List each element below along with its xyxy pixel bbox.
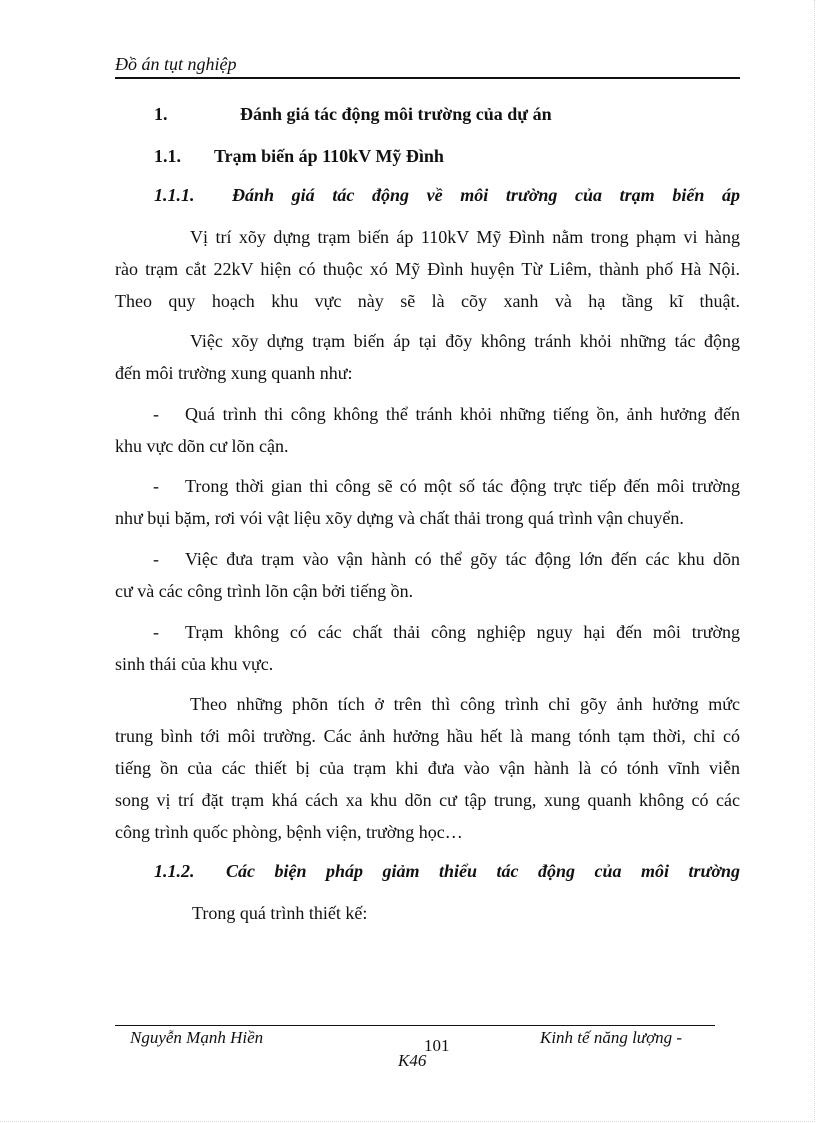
bullet-4-line-1: Trạm không có các chất thải công nghiệp nguy hại đến môi trường	[185, 622, 740, 642]
bullet-2-line-1: Trong thời gian thi công sẽ có một số tác động trực tiếp đến môi trường	[185, 476, 740, 496]
footer-department-cohort: K46	[398, 1051, 427, 1070]
bullet-dash: -	[153, 549, 159, 569]
bullet-item-4	[115, 616, 740, 680]
bullet-1-line-1: Quá trình thi công không thể tránh khỏi những tiếng ồn, ảnh hưởng đến	[185, 404, 740, 424]
bullet-dash: -	[153, 404, 159, 424]
paragraph-1-line-2: rào trạm cắt 22kV hiện có thuộc xó Mỹ Đình huyện Từ Liêm, thành phố Hà Nội.	[115, 259, 740, 279]
bullet-dash: -	[153, 622, 159, 642]
paragraph-3	[115, 688, 740, 848]
paragraph-4: Trong quá trình thiết kế:	[192, 903, 368, 923]
bullet-item-1	[115, 398, 740, 462]
paragraph-3-line-2: trung bình tới môi trường. Các ảnh hưởng hầu hết là mang tónh tạm thời, chỉ có	[115, 726, 740, 746]
footer-author: Nguyễn Mạnh Hiền	[130, 1028, 264, 1047]
bullet-item-3	[115, 543, 740, 607]
heading-1-1-text: Trạm biến áp 110kV Mỹ Đình	[214, 146, 444, 166]
bullet-4-line-2: sinh thái của khu vực.	[115, 654, 274, 674]
heading-1-1-2-text: Các biện pháp giảm thiểu tác động của môi trường	[226, 861, 740, 881]
bullet-dash: -	[153, 476, 159, 496]
heading-1-1-number: 1.1.	[154, 146, 181, 166]
heading-1-number: 1.	[154, 104, 168, 124]
paragraph-2-line-2: đến môi trường xung quanh như:	[115, 363, 353, 383]
bullet-item-2	[115, 470, 740, 534]
paragraph-1	[115, 221, 740, 317]
heading-1	[154, 104, 552, 125]
footer-page-number: 101	[424, 1036, 450, 1055]
page-header-title: Đồ án tụt nghiệp	[115, 54, 740, 79]
bullet-1-line-2: khu vực dõn cư lõn cận.	[115, 436, 289, 456]
paragraph-2	[115, 325, 740, 389]
heading-1-1-1	[154, 185, 740, 206]
heading-1-1-1-number: 1.1.1.	[154, 185, 195, 205]
paragraph-2-line-1: Việc xõy dựng trạm biến áp tại đõy không tránh khỏi những tác động	[190, 331, 740, 351]
bullet-3-line-2: cư và các công trình lõn cận bởi tiếng ồn.	[115, 581, 414, 601]
bullet-3-line-1: Việc đưa trạm vào vận hành có thể gõy tác động lớn đến các khu dõn	[185, 549, 740, 569]
heading-1-1	[154, 146, 444, 167]
heading-1-1-2	[154, 861, 740, 882]
paragraph-3-line-3: tiếng ồn của các thiết bị của trạm khi đưa vào vận hành là có tónh vĩnh viễn	[115, 758, 740, 778]
paragraph-1-line-1: Vị trí xõy dựng trạm biến áp 110kV Mỹ Đình nằm trong phạm vi hàng	[190, 227, 740, 247]
paragraph-3-line-4: song vị trí đặt trạm khá cách xa khu dõn cư tập trung, xung quanh không có các	[115, 790, 740, 810]
heading-1-1-2-number: 1.1.2.	[154, 861, 195, 881]
footer-rule	[115, 1025, 715, 1026]
heading-1-1-1-text: Đánh giá tác động về môi trường của trạm biến áp	[232, 185, 740, 205]
heading-1-text: Đánh giá tác động môi trường của dự án	[240, 104, 552, 124]
footer-department: Kinh tế năng lượng -	[540, 1028, 683, 1047]
paragraph-3-line-5: công trình quốc phòng, bệnh viện, trường học…	[115, 822, 463, 842]
bullet-2-line-2: như bụi bặm, rơi vói vật liệu xõy dựng và chất thải trong quá trình vận chuyển.	[115, 508, 684, 528]
paragraph-3-line-1: Theo những phõn tích ở trên thì công trình chỉ gõy ảnh hưởng mức	[190, 694, 740, 714]
paragraph-1-line-3: Theo quy hoạch khu vực này sẽ là cõy xanh và hạ tầng kĩ thuật.	[115, 291, 740, 311]
